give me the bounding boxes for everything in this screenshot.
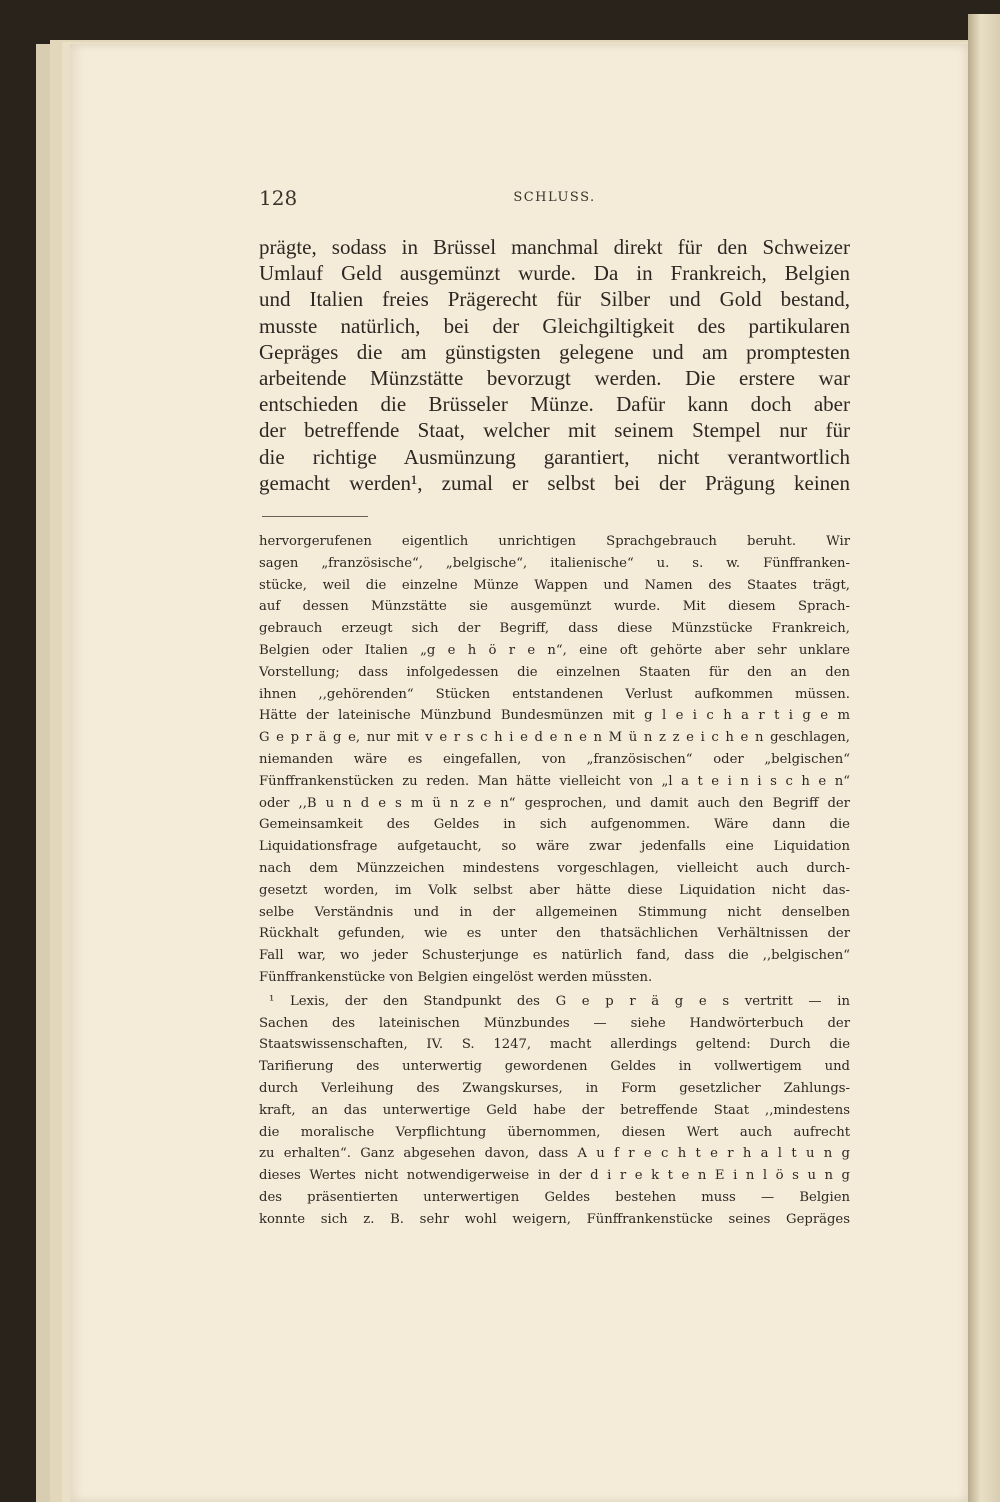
- footnote-line: Liquidationsfrage aufgetaucht, so wäre zwar jedenfalls eine Liquidation: [259, 839, 850, 855]
- footnote-line: niemanden wäre es eingefallen, von „französischen“ oder „belgischen“: [259, 751, 850, 767]
- footnote-1: [259, 991, 850, 1231]
- footnote-line: kraft, an das unterwertige Geld habe der betreffende Staat ,,mindestens: [259, 1102, 850, 1118]
- footnote-line: Staatswissenschaften, IV. S. 1247, macht allerdings geltend: Durch die: [259, 1037, 850, 1053]
- footnote-line: ihnen ,,gehörenden“ Stücken entstandenen Verlust aufkommen müssen.: [259, 686, 850, 702]
- footnote-line: Fünffrankenstücke von Belgien eingelöst werden müssten.: [259, 969, 653, 985]
- footnote-line: gesetzt worden, im Volk selbst aber hätte diese Liquidation nicht das-: [259, 882, 850, 898]
- footnote-line: dieses Wertes nicht notwendigerweise in der d i r e k t e n E i n l ö s u n g: [259, 1168, 850, 1184]
- footnote-line: Belgien oder Italien „g e h ö r e n“, eine oft gehörte aber sehr unklare: [259, 642, 850, 658]
- footnote-line: stücke, weil die einzelne Münze Wappen und Namen des Staates trägt,: [259, 577, 850, 593]
- text-line: der betreffende Staat, welcher mit seinem Stempel nur für: [259, 418, 850, 443]
- text-line: gemacht werden¹, zumal er selbst bei der Prägung keinen: [259, 470, 850, 495]
- footnote-line: hervorgerufenen eigentlich unrichtigen Sprachgebrauch beruht. Wir: [259, 534, 850, 549]
- text-line: arbeitende Münzstätte bevorzugt werden. Die erstere war: [259, 365, 850, 390]
- text-line: Gepräges die am günstigsten gelegene und am promptesten: [259, 339, 850, 364]
- main-text: [259, 234, 850, 496]
- footnote-line: Vorstellung; dass infolgedessen die einzelnen Staaten für den an den: [259, 664, 850, 680]
- footnote-line: Fall war, wo jeder Schusterjunge es natürlich fand, dass die ,,belgischen“: [259, 948, 850, 964]
- footnote-separator: [262, 516, 368, 517]
- text-line: prägte, sodass in Brüssel manchmal direkt für den Schweizer: [259, 235, 850, 259]
- footnotes: [259, 531, 850, 1231]
- footnote-line: zu erhalten“. Ganz abgesehen davon, dass A u f r e c h t e r h a l t u n g: [259, 1146, 850, 1162]
- chapter-title: SCHLUSS.: [513, 190, 596, 205]
- footnote-line: Hätte der lateinische Münzbund Bundesmünzen mit g l e i c h a r t i g e m: [259, 708, 850, 724]
- adjacent-page-edge: [968, 14, 1000, 1502]
- footnote-line: Fünffrankenstücken zu reden. Man hätte vielleicht von „l a t e i n i s c h e n“: [259, 773, 850, 789]
- footnote-line: selbe Verständnis und in der allgemeinen Stimmung nicht denselben: [259, 904, 850, 920]
- footnote-line: auf dessen Münzstätte sie ausgemünzt wurde. Mit diesem Sprach-: [259, 599, 850, 615]
- footnote-line: Rückhalt gefunden, wie es unter den thatsächlichen Verhältnissen der: [259, 926, 850, 942]
- text-line: und Italien freies Prägerecht für Silber und Gold bestand,: [259, 287, 850, 312]
- footnote-line: die moralische Verpflichtung übernommen, diesen Wert auch aufrecht: [259, 1124, 850, 1140]
- footnote-line: Tarifierung des unterwertig gewordenen Geldes in vollwertigem und: [259, 1059, 850, 1075]
- footnote-line: G e p r ä g e, nur mit v e r s c h i e d e n e n M ü n z z e i c h e n geschlagen,: [259, 730, 850, 746]
- footnote-continued: [259, 531, 850, 989]
- running-head: [259, 186, 850, 216]
- footnote-line: sagen „französische“, „belgische“, italienische“ u. s. w. Fünffranken-: [259, 555, 850, 571]
- text-line: entschieden die Brüsseler Münze. Dafür kann doch aber: [259, 392, 850, 417]
- footnote-line: gebrauch erzeugt sich der Begriff, dass diese Münzstücke Frankreich,: [259, 621, 850, 637]
- footnote-line: Sachen des lateinischen Münzbundes — siehe Handwörterbuch der: [259, 1015, 850, 1031]
- text-line: musste natürlich, bei der Gleichgiltigkeit des partikularen: [259, 313, 850, 338]
- footnote-line: des präsentierten unterwertigen Geldes bestehen muss — Belgien: [259, 1189, 850, 1205]
- footnote-line: Gemeinsamkeit des Geldes in sich aufgenommen. Wäre dann die: [259, 817, 850, 833]
- footnote-line: oder ,,B u n d e s m ü n z e n“ gesprochen, und damit auch den Begriff der: [259, 795, 850, 811]
- text-line: Umlauf Geld ausgemünzt wurde. Da in Frankreich, Belgien: [259, 261, 850, 286]
- footnote-line: ¹ Lexis, der den Standpunkt des G e p r ä g e s vertritt — in: [269, 993, 850, 1009]
- text-line: die richtige Ausmünzung garantiert, nicht verantwortlich: [259, 444, 850, 469]
- page-number: 128: [259, 186, 298, 210]
- footnote-line: durch Verleihung des Zwangskurses, in Form gesetzlicher Zahlungs-: [259, 1080, 850, 1096]
- footnote-line: konnte sich z. B. sehr wohl weigern, Fünffrankenstücke seines Gepräges: [259, 1211, 850, 1227]
- footnote-line: nach dem Münzzeichen mindestens vorgeschlagen, vielleicht auch durch-: [259, 860, 850, 876]
